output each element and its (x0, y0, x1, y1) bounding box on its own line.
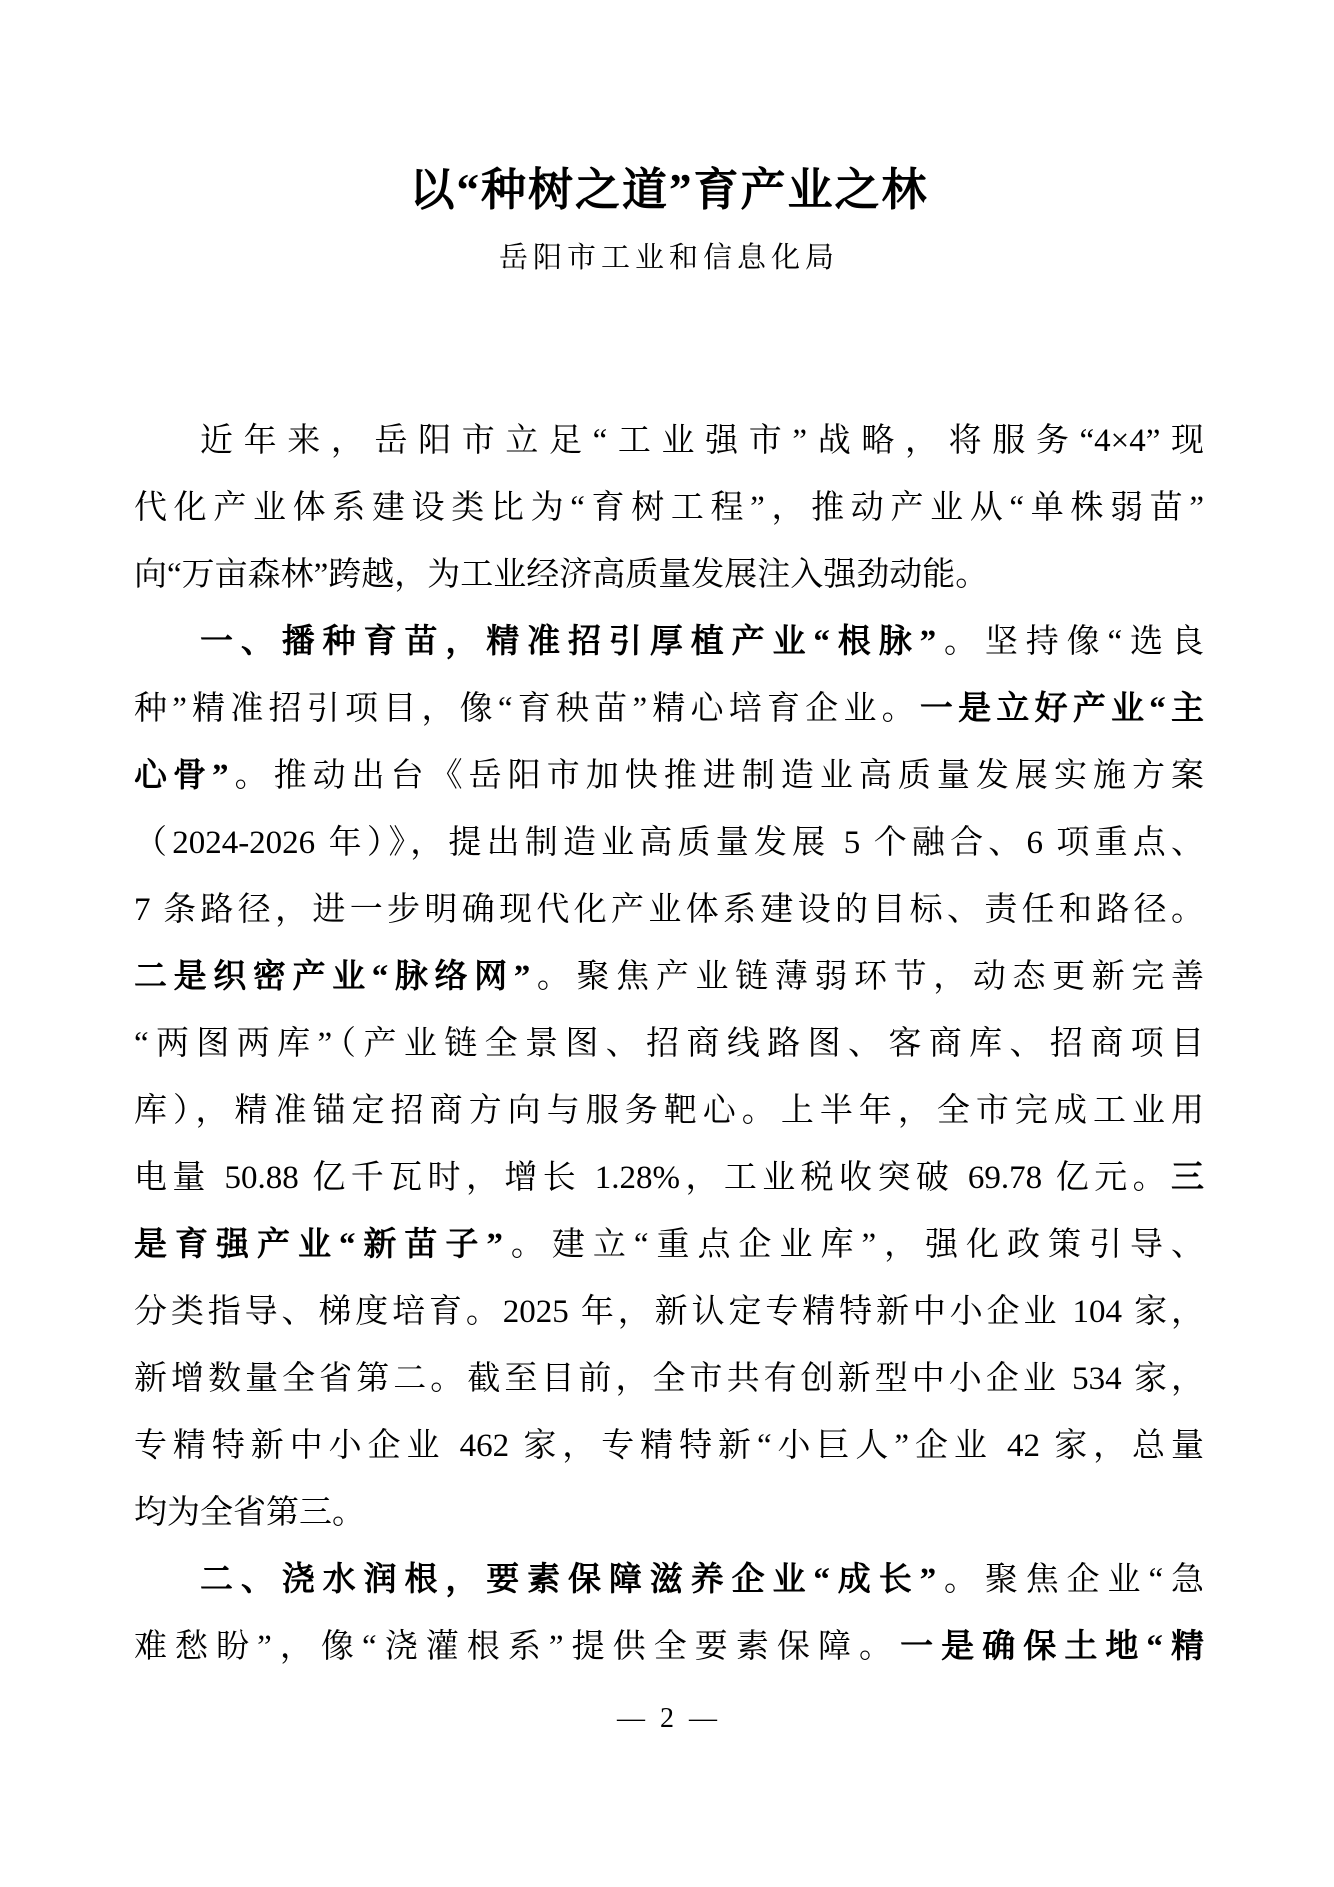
page-footer (134, 1699, 1204, 1739)
text-run: 向“万亩森林”跨越，为工业经济高质量发展注入强劲动能。 (134, 557, 989, 593)
text-run: 。坚持像“选良 (936, 624, 1204, 660)
text-run: 近年来，岳阳市立足“工业强市”战略，将服务“4×4”现 (200, 423, 1204, 459)
text-run: 种”精准招引项目，像“育秧苗”精心培育企业。 (134, 691, 920, 727)
body-line (134, 743, 1204, 810)
text-run: “两图两库”（产业链全景图、招商线路图、客商库、招商项目 (134, 1026, 1204, 1062)
text-run: 电量 50.88 亿千瓦时，增长 1.28%，工业税收突破 69.78 亿元。 (134, 1160, 1171, 1196)
text-run: 新增数量全省第二。截至目前，全市共有创新型中小企业 534 家， (134, 1361, 1204, 1397)
bold-text-run: 一是确保土地“精 (900, 1629, 1204, 1665)
body-line (134, 1279, 1204, 1346)
body-line (134, 1547, 1204, 1614)
body-line (134, 877, 1204, 944)
body-line (134, 1614, 1204, 1681)
text-run: 。推动出台《岳阳市加快推进制造业高质量发展实施方案 (228, 758, 1204, 794)
text-run: 均为全省第三。 (134, 1495, 365, 1531)
text-run: （2024-2026 年）》，提出制造业高质量发展 5 个融合、6 项重点、 (134, 825, 1204, 861)
bold-text-run: 一是立好产业“主 (919, 691, 1204, 727)
document-body (134, 408, 1204, 1681)
document-author: 岳阳市工业和信息化局 (498, 242, 839, 274)
page-number: — 2 — (617, 1703, 721, 1734)
body-line (134, 1078, 1204, 1145)
text-run: 。聚焦产业链薄弱环节，动态更新完善 (530, 959, 1204, 995)
text-run: 7 条路径，进一步明确现代化产业体系建设的目标、责任和路径。 (134, 892, 1204, 928)
text-run: 代化产业体系建设类比为“育树工程”，推动产业从“单株弱苗” (134, 490, 1204, 526)
body-line (134, 1480, 1204, 1547)
text-run: 专精特新中小企业 462 家，专精特新“小巨人”企业 42 家，总量 (134, 1428, 1204, 1464)
body-line (134, 1212, 1204, 1279)
body-line (134, 609, 1204, 676)
document-title: 以“种树之道”育产业之林 (409, 165, 929, 215)
body-line (134, 1413, 1204, 1480)
text-run: 库），精准锚定招商方向与服务靶心。上半年，全市完成工业用 (134, 1093, 1204, 1129)
text-run: 分类指导、梯度培育。2025 年，新认定专精特新中小企业 104 家， (134, 1294, 1204, 1330)
body-line (134, 676, 1204, 743)
body-line (134, 944, 1204, 1011)
body-line (134, 1145, 1204, 1212)
bold-text-run: 一、播种育苗，精准招引厚植产业“根脉” (200, 624, 937, 660)
bold-text-run: 三 (1171, 1160, 1204, 1196)
text-run: 。建立“重点企业库”，强化政策引导、 (502, 1227, 1204, 1263)
body-line (134, 475, 1204, 542)
bold-text-run: 二、浇水润根，要素保障滋养企业“成长” (200, 1562, 937, 1598)
body-line (134, 810, 1204, 877)
text-run: 难愁盼”，像“浇灌根系”提供全要素保障。 (134, 1629, 901, 1665)
bold-text-run: 是育强产业“新苗子” (134, 1227, 503, 1263)
bold-text-run: 二是织密产业“脉络网” (134, 959, 531, 995)
body-line (134, 1011, 1204, 1078)
body-line (134, 542, 1204, 609)
body-line (134, 1346, 1204, 1413)
body-line (134, 408, 1204, 475)
text-run: 。聚焦企业“急 (936, 1562, 1204, 1598)
bold-text-run: 心骨” (134, 758, 229, 794)
